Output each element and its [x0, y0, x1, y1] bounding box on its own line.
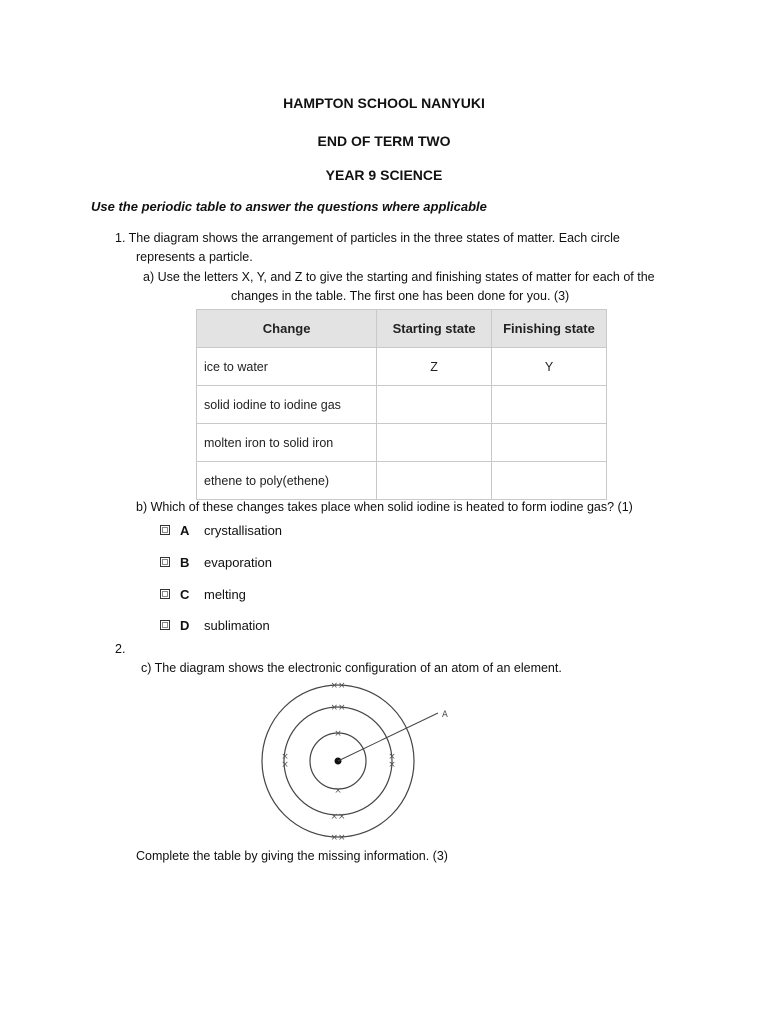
- q2-part-c: c) The diagram shows the electronic configuration of an atom of an element.: [141, 661, 562, 675]
- electron-inner: ×: [334, 786, 342, 796]
- q1-part-a-line1: a) Use the letters X, Y, and Z to give the starting and finishing states of matter for each of the: [143, 270, 655, 284]
- exam-subject: YEAR 9 SCIENCE: [325, 167, 443, 183]
- table-header: Change: [197, 310, 377, 348]
- electron-middle: ×: [281, 752, 289, 762]
- table-header: Finishing state: [491, 310, 606, 348]
- table-cell-change: ice to water: [197, 348, 377, 386]
- option-letter: B: [180, 554, 190, 570]
- electron-outer: ××: [330, 833, 346, 843]
- exam-term: END OF TERM TWO: [317, 133, 451, 149]
- option-a[interactable]: [160, 521, 282, 539]
- q1-part-b: b) Which of these changes takes place when solid iodine is heated to form iodine gas? (1): [136, 500, 633, 514]
- electron-middle: ×: [388, 760, 396, 770]
- option-c[interactable]: [160, 585, 246, 603]
- electron-middle: ××: [330, 703, 346, 713]
- instruction: Use the periodic table to answer the questions where applicable: [91, 199, 487, 214]
- table-cell-start: Z: [377, 348, 492, 386]
- table-cell-finish[interactable]: [491, 424, 606, 462]
- checkbox-icon[interactable]: [160, 589, 170, 599]
- option-text: evaporation: [204, 554, 272, 570]
- q2-complete-instruction: Complete the table by giving the missing information. (3): [136, 849, 448, 863]
- electron-shell-diagram: [250, 676, 460, 846]
- electron-middle: ×: [281, 760, 289, 770]
- school-name: HAMPTON SCHOOL NANYUKI: [283, 95, 485, 111]
- option-b[interactable]: [160, 553, 272, 571]
- table-cell-change: molten iron to solid iron: [197, 424, 377, 462]
- table-row: [197, 462, 607, 500]
- diagram-label-a: A: [442, 710, 448, 720]
- table-header-row: [197, 310, 607, 348]
- option-text: crystallisation: [204, 522, 283, 538]
- table-cell-start[interactable]: [377, 424, 492, 462]
- option-letter: C: [180, 586, 190, 602]
- table-cell-start[interactable]: [377, 462, 492, 500]
- q1-part-a-line2: changes in the table. The first one has been done for you. (3): [231, 289, 570, 303]
- q1-intro-line2: represents a particle.: [136, 250, 253, 264]
- option-text: sublimation: [204, 617, 270, 633]
- table-cell-finish: Y: [491, 348, 606, 386]
- electron-inner: ×: [334, 729, 342, 739]
- option-text: melting: [204, 586, 246, 602]
- electron-middle: ×: [388, 752, 396, 762]
- table-cell-change: solid iodine to iodine gas: [197, 386, 377, 424]
- table-cell-finish[interactable]: [491, 386, 606, 424]
- states-table: [196, 309, 607, 500]
- checkbox-icon[interactable]: [160, 557, 170, 567]
- option-letter: D: [180, 617, 190, 633]
- table-row: [197, 386, 607, 424]
- q1-intro-line1: 1. The diagram shows the arrangement of particles in the three states of matter. Each circle: [115, 231, 620, 245]
- table-cell-change: ethene to poly(ethene): [197, 462, 377, 500]
- electron-outer: ××: [330, 681, 346, 691]
- q2-number: 2.: [115, 642, 126, 656]
- table-cell-start[interactable]: [377, 386, 492, 424]
- checkbox-icon[interactable]: [160, 525, 170, 535]
- table-cell-finish[interactable]: [491, 462, 606, 500]
- table-row: [197, 424, 607, 462]
- electron-middle: ××: [330, 812, 346, 822]
- checkbox-icon[interactable]: [160, 620, 170, 630]
- option-letter: A: [180, 522, 190, 538]
- table-header: Starting state: [377, 310, 492, 348]
- table-row: [197, 348, 607, 386]
- option-d[interactable]: [160, 616, 270, 634]
